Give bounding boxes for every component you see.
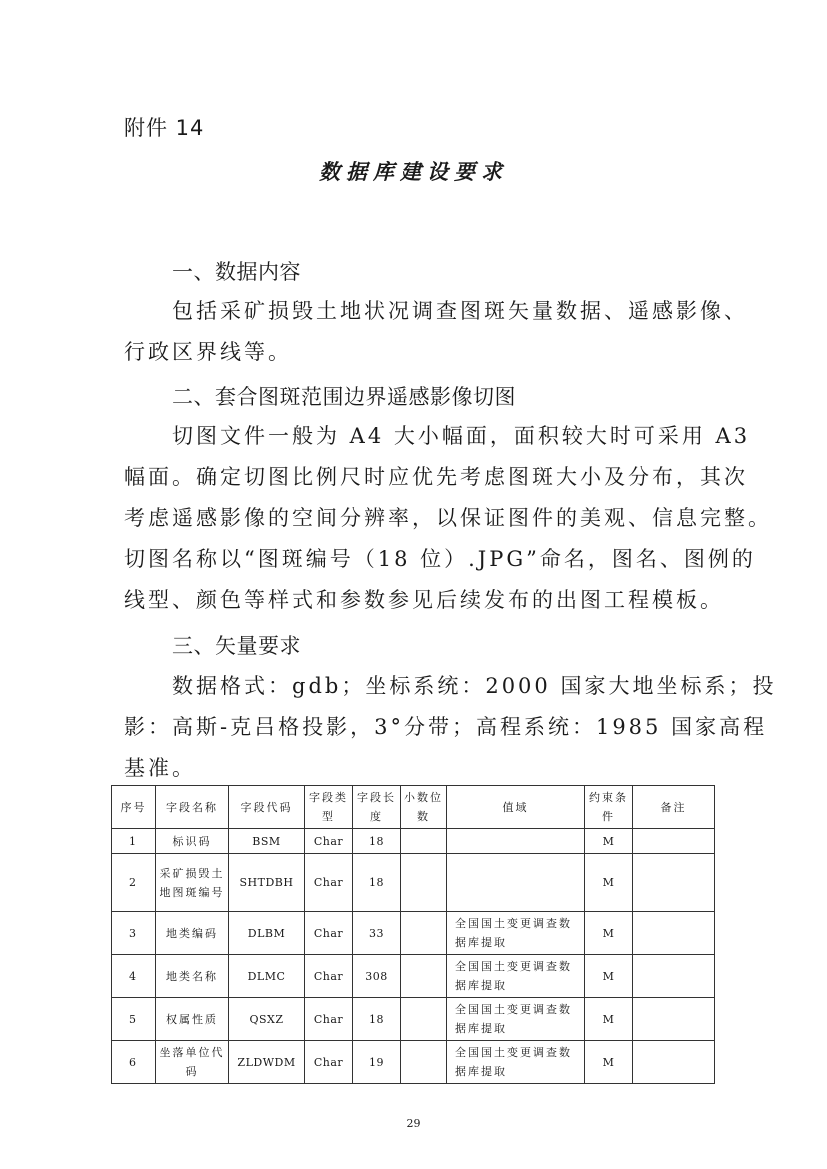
header-constraint: 约束条件 bbox=[585, 786, 633, 829]
paragraph-line: 影：高斯-克吕格投影，3°分带；高程系统：1985 国家高程 bbox=[124, 715, 768, 739]
cell-decimals bbox=[401, 829, 447, 854]
section-heading-3: 三、矢量要求 bbox=[172, 634, 301, 658]
cell-field-type: Char bbox=[305, 955, 353, 998]
cell-decimals bbox=[401, 854, 447, 912]
cell-field-type: Char bbox=[305, 854, 353, 912]
cell-value-range: 全国国土变更调查数据库提取 bbox=[447, 1041, 585, 1084]
table-row bbox=[112, 955, 715, 998]
cell-field-type: Char bbox=[305, 1041, 353, 1084]
cell-field-length: 18 bbox=[353, 854, 401, 912]
cell-value-range bbox=[447, 829, 585, 854]
cell-constraint: M bbox=[585, 1041, 633, 1084]
cell-constraint: M bbox=[585, 854, 633, 912]
cell-index: 4 bbox=[112, 955, 156, 998]
cell-value-range bbox=[447, 854, 585, 912]
paragraph-line: 基准。 bbox=[124, 756, 196, 780]
cell-value-range: 全国国土变更调查数据库提取 bbox=[447, 912, 585, 955]
document-title: 数据库建设要求 bbox=[319, 159, 508, 184]
header-field-type: 字段类型 bbox=[305, 786, 353, 829]
cell-decimals bbox=[401, 998, 447, 1041]
cell-field-length: 18 bbox=[353, 998, 401, 1041]
cell-field-length: 33 bbox=[353, 912, 401, 955]
cell-remarks bbox=[633, 854, 715, 912]
cell-field-name: 采矿损毁土地图斑编号 bbox=[156, 854, 229, 912]
cell-field-name: 标识码 bbox=[156, 829, 229, 854]
section-paragraph-1 bbox=[124, 291, 748, 373]
section-paragraph-2 bbox=[124, 416, 772, 621]
header-field-code: 字段代码 bbox=[229, 786, 305, 829]
header-index: 序号 bbox=[112, 786, 156, 829]
cell-field-code: QSXZ bbox=[229, 998, 305, 1041]
paragraph-line: 切图文件一般为 A4 大小幅面，面积较大时可采用 A3 bbox=[172, 424, 751, 448]
table-row bbox=[112, 829, 715, 854]
cell-index: 3 bbox=[112, 912, 156, 955]
paragraph-line: 幅面。确定切图比例尺时应优先考虑图斑大小及分布，其次 bbox=[124, 465, 748, 489]
cell-index: 2 bbox=[112, 854, 156, 912]
paragraph-line: 切图名称以“图斑编号（18 位）.JPG”命名，图名、图例的 bbox=[124, 547, 756, 571]
cell-value-range: 全国国土变更调查数据库提取 bbox=[447, 955, 585, 998]
cell-field-name: 权属性质 bbox=[156, 998, 229, 1041]
cell-index: 1 bbox=[112, 829, 156, 854]
cell-field-type: Char bbox=[305, 998, 353, 1041]
paragraph-line: 考虑遥感影像的空间分辨率，以保证图件的美观、信息完整。 bbox=[124, 506, 772, 530]
cell-field-type: Char bbox=[305, 829, 353, 854]
field-definition-table bbox=[111, 785, 715, 1084]
cell-field-length: 308 bbox=[353, 955, 401, 998]
cell-decimals bbox=[401, 1041, 447, 1084]
section-heading-1: 一、数据内容 bbox=[172, 260, 301, 284]
cell-field-name: 坐落单位代码 bbox=[156, 1041, 229, 1084]
cell-field-code: BSM bbox=[229, 829, 305, 854]
cell-index: 5 bbox=[112, 998, 156, 1041]
header-field-length: 字段长度 bbox=[353, 786, 401, 829]
cell-field-name: 地类名称 bbox=[156, 955, 229, 998]
table-row bbox=[112, 998, 715, 1041]
header-decimals: 小数位数 bbox=[401, 786, 447, 829]
paragraph-line: 包括采矿损毁土地状况调查图斑矢量数据、遥感影像、 bbox=[172, 299, 748, 323]
table-header-row bbox=[112, 786, 715, 829]
cell-remarks bbox=[633, 1041, 715, 1084]
cell-field-length: 19 bbox=[353, 1041, 401, 1084]
cell-remarks bbox=[633, 955, 715, 998]
cell-constraint: M bbox=[585, 912, 633, 955]
table-row bbox=[112, 912, 715, 955]
header-remarks: 备注 bbox=[633, 786, 715, 829]
header-field-name: 字段名称 bbox=[156, 786, 229, 829]
cell-value-range: 全国国土变更调查数据库提取 bbox=[447, 998, 585, 1041]
cell-field-length: 18 bbox=[353, 829, 401, 854]
cell-constraint: M bbox=[585, 829, 633, 854]
cell-field-code: SHTDBH bbox=[229, 854, 305, 912]
table-row bbox=[112, 854, 715, 912]
attachment-label: 附件 14 bbox=[124, 116, 205, 140]
cell-field-code: DLMC bbox=[229, 955, 305, 998]
cell-field-type: Char bbox=[305, 912, 353, 955]
paragraph-line: 行政区界线等。 bbox=[124, 340, 292, 364]
cell-field-code: ZLDWDM bbox=[229, 1041, 305, 1084]
section-paragraph-3 bbox=[124, 666, 777, 789]
paragraph-line: 数据格式：gdb；坐标系统：2000 国家大地坐标系；投 bbox=[172, 674, 777, 698]
table-row bbox=[112, 1041, 715, 1084]
cell-remarks bbox=[633, 912, 715, 955]
cell-constraint: M bbox=[585, 955, 633, 998]
paragraph-line: 线型、颜色等样式和参数参见后续发布的出图工程模板。 bbox=[124, 588, 724, 612]
section-heading-2: 二、套合图斑范围边界遥感影像切图 bbox=[172, 385, 516, 409]
cell-field-code: DLBM bbox=[229, 912, 305, 955]
cell-constraint: M bbox=[585, 998, 633, 1041]
cell-index: 6 bbox=[112, 1041, 156, 1084]
page-number: 29 bbox=[406, 1117, 421, 1130]
cell-decimals bbox=[401, 912, 447, 955]
cell-remarks bbox=[633, 998, 715, 1041]
cell-remarks bbox=[633, 829, 715, 854]
cell-field-name: 地类编码 bbox=[156, 912, 229, 955]
header-value-range: 值域 bbox=[447, 786, 585, 829]
cell-decimals bbox=[401, 955, 447, 998]
